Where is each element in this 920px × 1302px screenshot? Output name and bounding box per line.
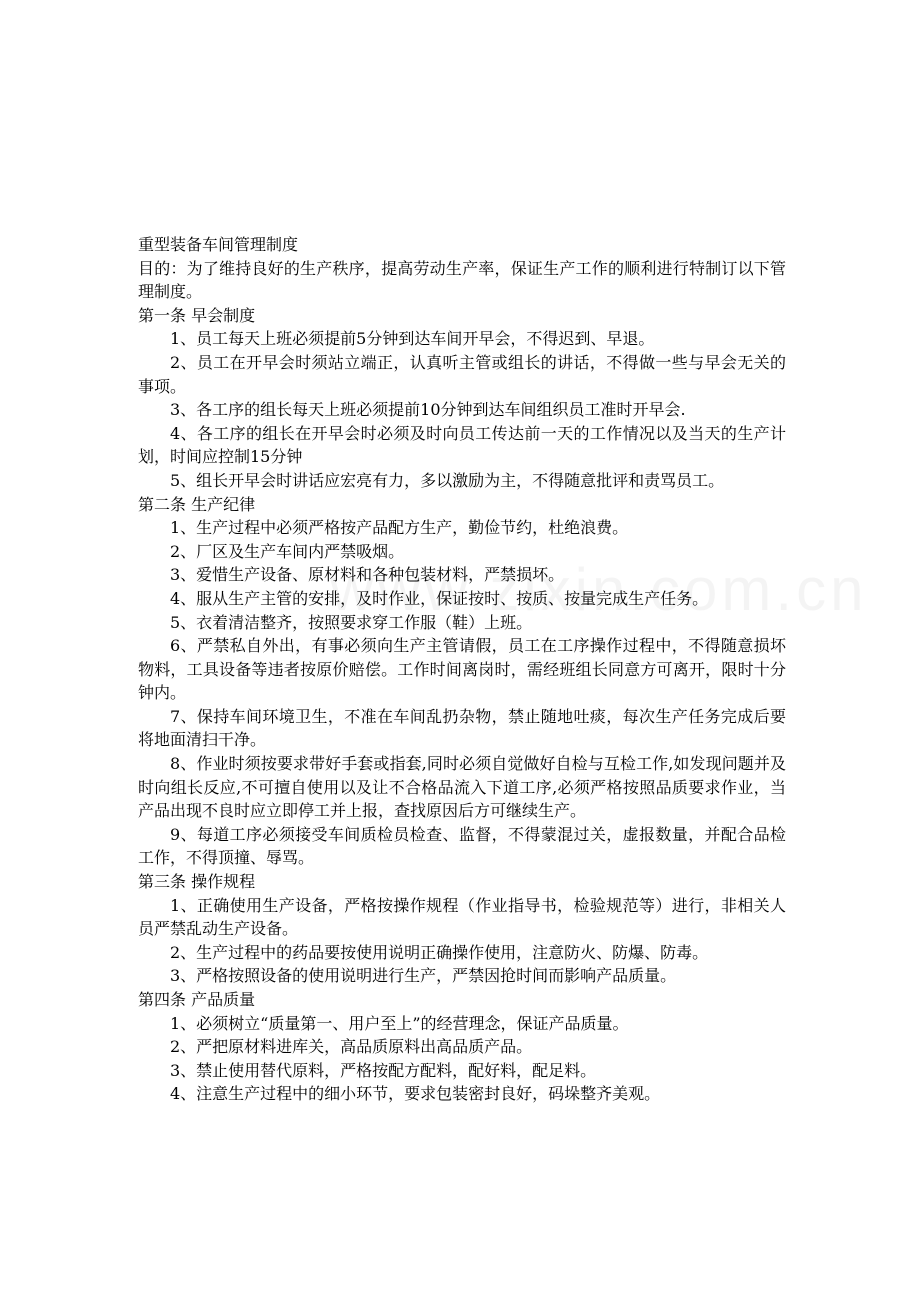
list-item: 7、保持车间环境卫生，不准在车间乱扔杂物，禁止随地吐痰，每次生产任务完成后要将地面清扫干净。 — [138, 706, 786, 750]
section-heading: 第一条 早会制度 — [138, 305, 256, 325]
list-item: 3、爱惜生产设备、原材料和各种包装材料，严禁损坏。 — [170, 565, 565, 585]
section-heading: 第三条 操作规程 — [138, 872, 256, 892]
list-item: 4、注意生产过程中的细小环节，要求包装密封良好，码垛整齐美观。 — [170, 1084, 661, 1104]
document-page — [138, 233, 786, 1106]
list-item: 8、作业时须按要求带好手套或指套,同时必须自觉做好自检与互检工作,如发现问题并及时向组长反应,不可擅自使用以及让不合格品流入下道工序,必须严格按照品质要求作业，当产品出现不良时应立即停工并上报，查找原因后方可继续生产。 — [138, 754, 786, 821]
section-product-quality — [138, 988, 786, 1106]
list-item: 2、生产过程中的药品要按使用说明正确操作使用，注意防火、防爆、防毒。 — [170, 942, 709, 962]
list-item: 3、禁止使用替代原料，严格按配方配料，配好料，配足料。 — [170, 1060, 597, 1080]
list-item: 2、厂区及生产车间内严禁吸烟。 — [170, 541, 405, 561]
section-operating-procedures — [138, 870, 786, 988]
list-item: 3、各工序的组长每天上班必须提前10分钟到达车间组织员工准时开早会. — [170, 400, 686, 420]
document-purpose: 目的：为了维持良好的生产秩序，提高劳动生产率，保证生产工作的顺利进行特制订以下管理制度。 — [138, 258, 786, 302]
list-item: 3、严格按照设备的使用说明进行生产，严禁因抢时间而影响产品质量。 — [170, 966, 677, 986]
list-item: 5、组长开早会时讲话应宏亮有力，多以激励为主，不得随意批评和责骂员工。 — [170, 470, 725, 490]
list-item: 1、必须树立“质量第一、用户至上”的经营理念，保证产品质量。 — [170, 1013, 629, 1033]
list-item: 1、生产过程中必须严格按产品配方生产，勤俭节约，杜绝浪费。 — [170, 518, 629, 538]
section-production-discipline — [138, 493, 786, 871]
list-item: 4、服从生产主管的安排，及时作业，保证按时、按质、按量完成生产任务。 — [170, 588, 709, 608]
list-item: 4、各工序的组长在开早会时必须及时向员工传达前一天的工作情况以及当天的生产计划，时间应控制15分钟 — [138, 423, 786, 467]
list-item: 9、每道工序必须接受车间质检员检查、监督，不得蒙混过关，虚报数量，并配合品检工作，不得顶撞、辱骂。 — [138, 824, 786, 868]
list-item: 1、员工每天上班必须提前5分钟到达车间开早会，不得迟到、早退。 — [170, 329, 655, 349]
list-item: 5、衣着清洁整齐，按照要求穿工作服（鞋）上班。 — [170, 612, 533, 632]
list-item: 6、严禁私自外出，有事必须向生产主管请假，员工在工序操作过程中，不得随意损坏物料，工具设备等违者按原价赔偿。工作时间离岗时，需经班组长同意方可离开，限时十分钟内。 — [138, 636, 786, 703]
document-title: 重型装备车间管理制度 — [138, 235, 299, 254]
section-heading: 第二条 生产纪律 — [138, 494, 256, 514]
list-item: 2、员工在开早会时须站立端正，认真听主管或组长的讲话，不得做一些与早会无关的事项。 — [138, 352, 786, 396]
list-item: 2、严把原材料进库关，高品质原料出高品质产品。 — [170, 1037, 533, 1057]
section-heading: 第四条 产品质量 — [138, 990, 256, 1009]
list-item: 1、正确使用生产设备，严格按操作规程（作业指导书，检验规范等）进行，非相关人员严禁乱动生产设备。 — [138, 895, 786, 939]
section-morning-meeting — [138, 304, 786, 493]
